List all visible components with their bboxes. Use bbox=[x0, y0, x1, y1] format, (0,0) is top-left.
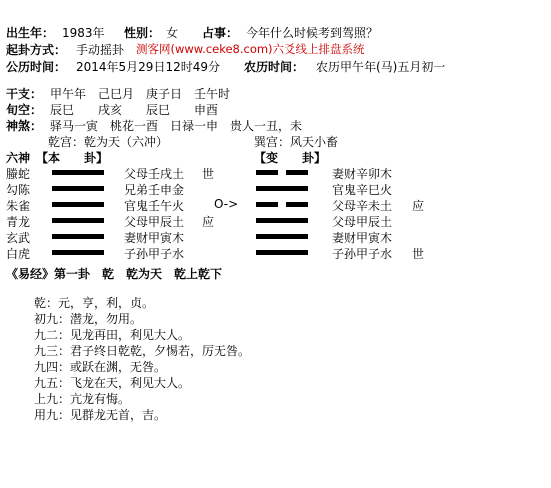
shensha-label: 神煞： bbox=[6, 119, 43, 133]
ganzhi-label: 干支： bbox=[6, 87, 43, 101]
bian-shi-marker: 世 bbox=[412, 247, 425, 261]
ben-shi-marker: 世 bbox=[202, 167, 215, 181]
bian-gua-header: 【变 卦】 bbox=[254, 151, 327, 165]
yijing-line: 上九：亢龙有悔。 bbox=[34, 392, 131, 406]
bian-yao-yin-left bbox=[256, 202, 278, 207]
yijing-line: 九三：君子终日乾乾，夕惕若，厉无咎。 bbox=[34, 344, 251, 358]
yijing-title: 《易经》第一卦 乾 乾为天 乾上乾下 bbox=[6, 267, 223, 281]
bian-line-text: 父母辛未土 bbox=[332, 199, 393, 213]
birth-year-value: 1983年 bbox=[62, 26, 105, 40]
ben-line-text: 兄弟壬申金 bbox=[124, 183, 185, 197]
row-god: 勾陈 bbox=[6, 183, 31, 197]
ben-yao-yang bbox=[52, 234, 104, 239]
birth-year-label: 出生年： bbox=[6, 26, 55, 40]
bian-yao-yin-right bbox=[286, 202, 308, 207]
row-god: 白虎 bbox=[6, 247, 31, 261]
method-label: 起卦方式： bbox=[6, 43, 67, 57]
ben-yao-yang bbox=[52, 250, 104, 255]
changed-palace: 巽宫：风天小畜 bbox=[254, 135, 339, 149]
liushen-header: 六神 bbox=[6, 151, 31, 165]
solar-time-label: 公历时间： bbox=[6, 60, 67, 74]
ben-ying-marker: 应 bbox=[202, 215, 215, 229]
gender-value: 女 bbox=[166, 26, 179, 40]
ben-line-text: 官鬼壬午火 bbox=[124, 199, 185, 213]
bian-yao-yin-left bbox=[256, 170, 278, 175]
gender-label: 性别： bbox=[124, 26, 161, 40]
bian-yao-yang bbox=[256, 234, 308, 239]
xunkong-value: 辰巳 戌亥 辰巳 申酉 bbox=[50, 103, 219, 117]
solar-time-value: 2014年5月29日12时49分 bbox=[76, 60, 220, 74]
xunkong-label: 旬空： bbox=[6, 103, 43, 117]
yijing-line: 乾：元，亨，利，贞。 bbox=[34, 296, 155, 310]
bian-yao-yang bbox=[256, 218, 308, 223]
row-god: 玄武 bbox=[6, 231, 31, 245]
row-god: 朱雀 bbox=[6, 199, 31, 213]
bian-line-text: 父母甲辰土 bbox=[332, 215, 393, 229]
ben-line-text: 妻财甲寅木 bbox=[124, 231, 185, 245]
ben-line-text: 父母甲辰土 bbox=[124, 215, 185, 229]
ben-gua-header: 【本 卦】 bbox=[36, 151, 109, 165]
yijing-line: 九二：见龙再田，利见大人。 bbox=[34, 328, 191, 342]
bian-yao-yin-right bbox=[286, 170, 308, 175]
method-value: 手动摇卦 bbox=[76, 43, 125, 57]
topic-value: 今年什么时候考到驾照？ bbox=[246, 26, 379, 40]
ben-yao-yang bbox=[52, 170, 104, 175]
topic-label: 占事： bbox=[202, 26, 239, 40]
yijing-line: 初九：潜龙，勿用。 bbox=[34, 312, 143, 326]
yijing-line: 九五：飞龙在天，利见大人。 bbox=[34, 376, 191, 390]
ben-line-text: 父母壬戌土 bbox=[124, 167, 185, 181]
bian-line-text: 妻财辛卯木 bbox=[332, 167, 393, 181]
lunar-time-label: 农历时间： bbox=[244, 60, 305, 74]
row-god: 青龙 bbox=[6, 215, 31, 229]
yijing-line: 九四：或跃在渊，无咎。 bbox=[34, 360, 167, 374]
bian-yao-yang bbox=[256, 250, 308, 255]
ben-yao-yang bbox=[52, 202, 104, 207]
ben-yao-yang bbox=[52, 186, 104, 191]
bian-line-text: 妻财甲寅木 bbox=[332, 231, 393, 245]
row-god: 螣蛇 bbox=[6, 167, 31, 181]
bian-ying-marker: 应 bbox=[412, 199, 425, 213]
bian-yao-yang bbox=[256, 186, 308, 191]
moving-line-marker: O-> bbox=[214, 197, 239, 211]
main-palace: 乾宫：乾为天（六冲） bbox=[48, 135, 169, 149]
shensha-value: 驿马一寅 桃花一酉 日禄一申 贵人一丑，未 bbox=[50, 119, 303, 133]
bian-line-text: 官鬼辛巳火 bbox=[332, 183, 393, 197]
yijing-line: 用九：见群龙无首，吉。 bbox=[34, 408, 167, 422]
lunar-time-value: 农历甲午年(马)五月初一 bbox=[316, 60, 446, 74]
bian-line-text: 子孙甲子水 bbox=[332, 247, 393, 261]
ben-yao-yang bbox=[52, 218, 104, 223]
site-link[interactable]: 测客网(www.ceke8.com)六爻线上排盘系统 bbox=[136, 42, 365, 56]
ben-line-text: 子孙甲子水 bbox=[124, 247, 185, 261]
ganzhi-value: 甲午年 己巳月 庚子日 壬午时 bbox=[50, 87, 231, 101]
